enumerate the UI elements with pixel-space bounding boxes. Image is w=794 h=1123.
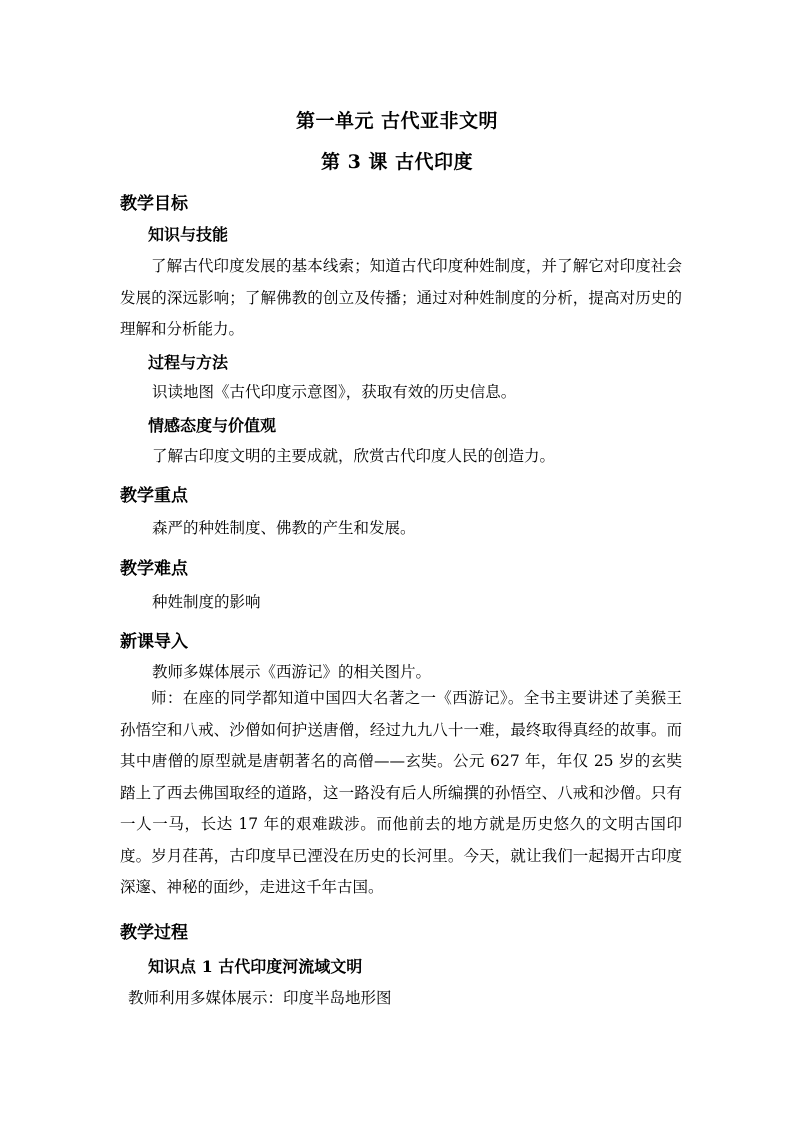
unit-title: 第一单元 古代亚非文明 xyxy=(295,110,499,132)
key-points-heading: 教学重点 xyxy=(120,486,188,506)
difficult-points-heading: 教学难点 xyxy=(120,559,188,579)
knowledge-text: 了解古代印度发展的基本线索；知道古代印度种姓制度，并了解它对印度社会发展的深远影响；了解佛教的创立及传播；通过对种姓制度的分析，提高对历史的理解和分析能力。 xyxy=(120,257,682,338)
knowledge-point-1-heading: 知识点 1 古代印度河流域文明 xyxy=(148,957,363,976)
goals-heading: 教学目标 xyxy=(120,194,188,214)
knowledge-heading: 知识与技能 xyxy=(148,225,229,244)
key-points-text: 森严的种姓制度、佛教的产生和发展。 xyxy=(152,519,416,537)
intro-text-2: 师：在座的同学都知道中国四大名著之一《西游记》。全书主要讲述了美猴王孙悟空和八戒、沙僧如何护送唐僧，经过九九八十一难，最终取得真经的故事。而其中唐僧的原型就是唐朝著名的高僧——玄奘。公元 627 年，年仅 25 岁的玄奘踏上了西去佛国取经的道路，这一路没有后人所编撰的孙悟空、八戒和沙僧。只有一人一马，长达 17 年的艰难跋涉。而他前去的地方就是历史悠久的文明古国印度。岁月荏苒，古印度早已湮没在历史的长河里。今天，就让我们一起揭开古印度深邃、神秘的面纱，走进这千年古国。 xyxy=(120,689,682,896)
process-heading: 过程与方法 xyxy=(148,353,229,372)
emotion-heading: 情感态度与价值观 xyxy=(148,416,277,435)
knowledge-point-1-text: 教师利用多媒体展示：印度半岛地形图 xyxy=(128,989,392,1007)
process-text: 识读地图《古代印度示意图》，获取有效的历史信息。 xyxy=(152,383,517,401)
intro-text-1: 教师多媒体展示《西游记》的相关图片。 xyxy=(152,663,432,681)
intro-heading: 新课导入 xyxy=(120,632,188,652)
emotion-text: 了解古印度文明的主要成就，欣赏古代印度人民的创造力。 xyxy=(152,447,556,465)
difficult-points-text: 种姓制度的影响 xyxy=(152,593,261,611)
lesson-title: 第 3 课 古代印度 xyxy=(320,151,474,173)
teaching-process-heading: 教学过程 xyxy=(120,923,188,943)
